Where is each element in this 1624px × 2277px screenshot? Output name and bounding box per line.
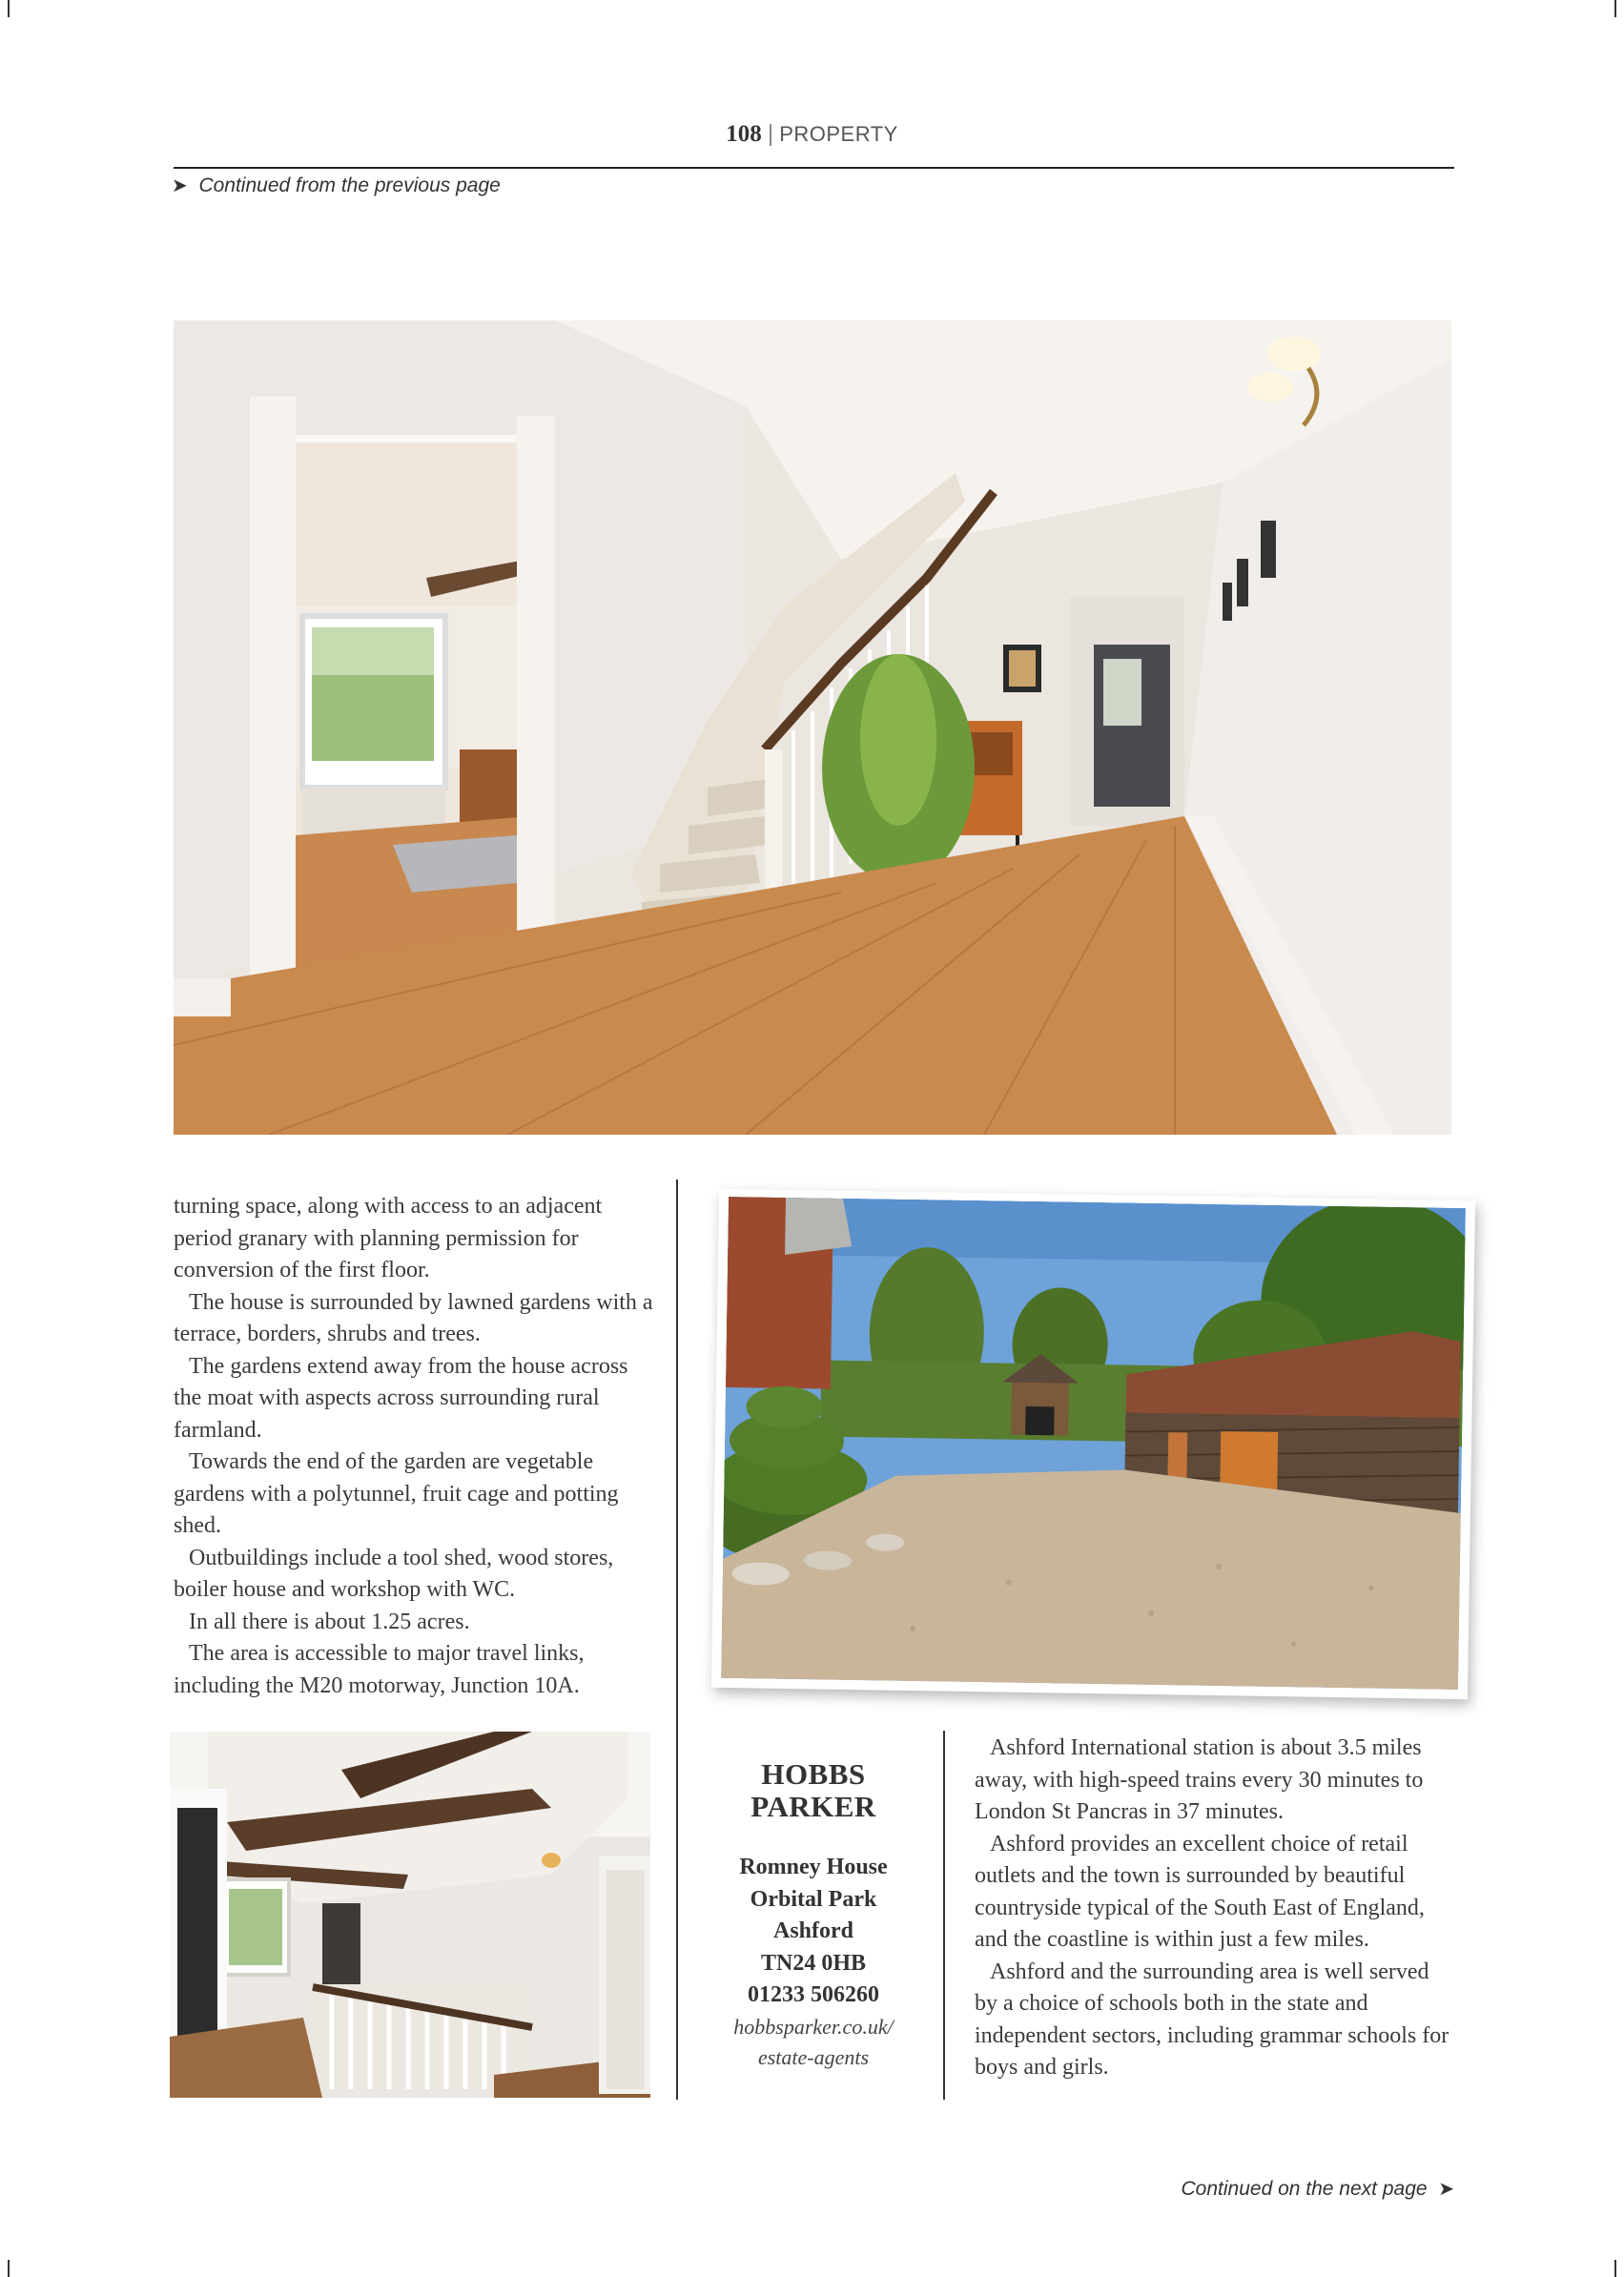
- agent-name-line: PARKER: [750, 1790, 876, 1823]
- continued-from-previous: [172, 174, 501, 197]
- crop-mark: [8, 2260, 10, 2277]
- right-paragraph: Ashford provides an excellent choice of retail outlets and the town is surrounded by beautiful countryside typical of the South East of England, and the coastline is within just a few miles.: [975, 1831, 1425, 1952]
- address-line: Ashford: [772, 1918, 853, 1943]
- right-paragraph: Ashford and the surrounding area is well served by a choice of schools both in the state and independent sectors, including grammar schools for boys and girls.: [975, 1959, 1449, 2080]
- agent-name-line: HOBBS: [761, 1757, 866, 1791]
- column-divider: [943, 1731, 945, 2100]
- left-paragraph: Towards the end of the garden are vegetable gardens with a polytunnel, fruit cage and potting shed.: [174, 1449, 619, 1538]
- left-paragraph: The area is accessible to major travel links, including the M20 motorway, Junction 10A.: [174, 1641, 585, 1698]
- address-line: TN24 0HB: [760, 1950, 866, 1976]
- agent-contact: [706, 1758, 921, 2073]
- landing-photo: [170, 1732, 650, 2098]
- arrow-right-icon: ➤: [172, 175, 188, 196]
- agent-website[interactable]: [706, 2012, 921, 2073]
- section-title: PROPERTY: [779, 122, 898, 146]
- left-text-column: [174, 1191, 655, 1702]
- arrow-right-icon: ➤: [1438, 2179, 1454, 2200]
- agent-phone: 01233 506260: [748, 1982, 879, 2007]
- continued-on-next: [1182, 2177, 1454, 2201]
- left-paragraph: The house is surrounded by lawned gardens with a terrace, borders, shrubs and trees.: [174, 1289, 653, 1346]
- left-paragraph: In all there is about 1.25 acres.: [189, 1609, 470, 1634]
- website-line[interactable]: estate-agents: [757, 2044, 870, 2069]
- barn-photo-frame: [711, 1189, 1475, 1699]
- page-header: [0, 120, 1624, 148]
- left-paragraph: turning space, along with access to an adjacent period granary with planning permission for conversion of the first floor.: [174, 1194, 603, 1282]
- crop-mark: [1614, 0, 1616, 17]
- agent-address: [706, 1852, 921, 2012]
- left-paragraph: The gardens extend away from the house across the moat with aspects across surrounding rural farmland.: [174, 1353, 628, 1443]
- address-line: Orbital Park: [750, 1886, 877, 1912]
- website-line[interactable]: hobbsparker.co.uk/: [733, 2014, 894, 2039]
- crop-mark: [1614, 2260, 1616, 2277]
- header-rule: [174, 167, 1454, 169]
- right-text-column: [975, 1733, 1456, 2084]
- continued-prev-text: Continued from the previous page: [198, 174, 501, 196]
- column-divider: [676, 1180, 678, 2100]
- right-paragraph: Ashford International station is about 3.5 miles away, with high-speed trains every 30 minutes to London St Pancras in 37 minutes.: [975, 1735, 1424, 1824]
- hallway-photo: [174, 320, 1451, 1135]
- continued-next-text: Continued on the next page: [1181, 2178, 1428, 2200]
- page-number: 108: [726, 121, 762, 147]
- crop-mark: [8, 0, 10, 17]
- agent-name: [706, 1758, 921, 1823]
- address-line: Romney House: [739, 1855, 888, 1879]
- barn-photo: [721, 1197, 1466, 1690]
- header-separator: |: [767, 120, 774, 147]
- left-paragraph: Outbuildings include a tool shed, wood stores, boiler house and workshop with WC.: [174, 1545, 614, 1602]
